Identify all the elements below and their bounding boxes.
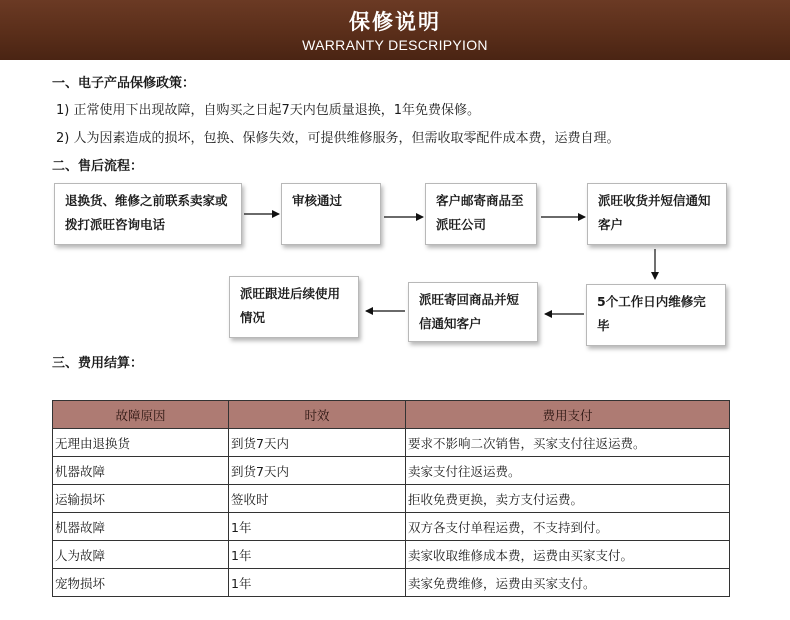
cell-period: 签收时 [229,485,406,513]
flow-step-follow-up: 派旺跟进后续使用情况 [229,276,359,338]
cell-period: 1年 [229,541,406,569]
cell-reason: 机器故障 [53,457,229,485]
cell-payment: 拒收免费更换，卖方支付运费。 [406,485,730,513]
cell-reason: 运输损坏 [53,485,229,513]
flow-step-contact: 退换货、维修之前联系卖家或拨打派旺咨询电话 [54,183,242,245]
flow-step-review: 审核通过 [281,183,381,245]
process-heading: 二、售后流程： [52,159,144,174]
fees-heading: 三、费用结算： [52,356,144,371]
cell-reason: 宠物损坏 [53,569,229,597]
table-header-row [53,401,730,429]
flow-step-ship-to-company: 客户邮寄商品至派旺公司 [425,183,537,245]
cell-payment: 双方各支付单程运费，不支持到付。 [406,513,730,541]
column-header-reason: 故障原因 [53,401,229,429]
cell-period: 1年 [229,569,406,597]
table-row [53,541,730,569]
policy-heading: 一、电子产品保修政策： [52,76,196,91]
cell-payment: 卖家免费维修，运费由买家支付。 [406,569,730,597]
flow-step-receive-notify: 派旺收货并短信通知客户 [587,183,727,245]
flow-step-repair: 5个工作日内维修完毕 [586,284,726,346]
cell-payment: 卖家收取维修成本费，运费由买家支付。 [406,541,730,569]
cell-reason: 人为故障 [53,541,229,569]
cell-payment: 卖家支付往返运费。 [406,457,730,485]
cell-period: 1年 [229,513,406,541]
policy-line-1: 1) 正常使用下出现故障，自购买之日起7天内包质量退换，1年免费保修。 [56,103,481,118]
cell-reason: 机器故障 [53,513,229,541]
cell-reason: 无理由退换货 [53,429,229,457]
table-row [53,485,730,513]
table-row [53,569,730,597]
table-row [53,513,730,541]
table-row [53,429,730,457]
column-header-payment: 费用支付 [406,401,730,429]
cell-period: 到货7天内 [229,457,406,485]
page-title: 保修说明 [349,10,441,34]
cell-period: 到货7天内 [229,429,406,457]
page-subtitle: WARRANTY DESCRIPYION [302,37,488,53]
fees-table [52,400,730,597]
table-row [53,457,730,485]
column-header-period: 时效 [229,401,406,429]
flow-step-return-notify: 派旺寄回商品并短信通知客户 [408,282,538,342]
policy-line-2: 2) 人为因素造成的损坏，包换、保修失效，可提供维修服务，但需收取零配件成本费，运费自理。 [56,131,620,146]
cell-payment: 要求不影响二次销售，买家支付往返运费。 [406,429,730,457]
